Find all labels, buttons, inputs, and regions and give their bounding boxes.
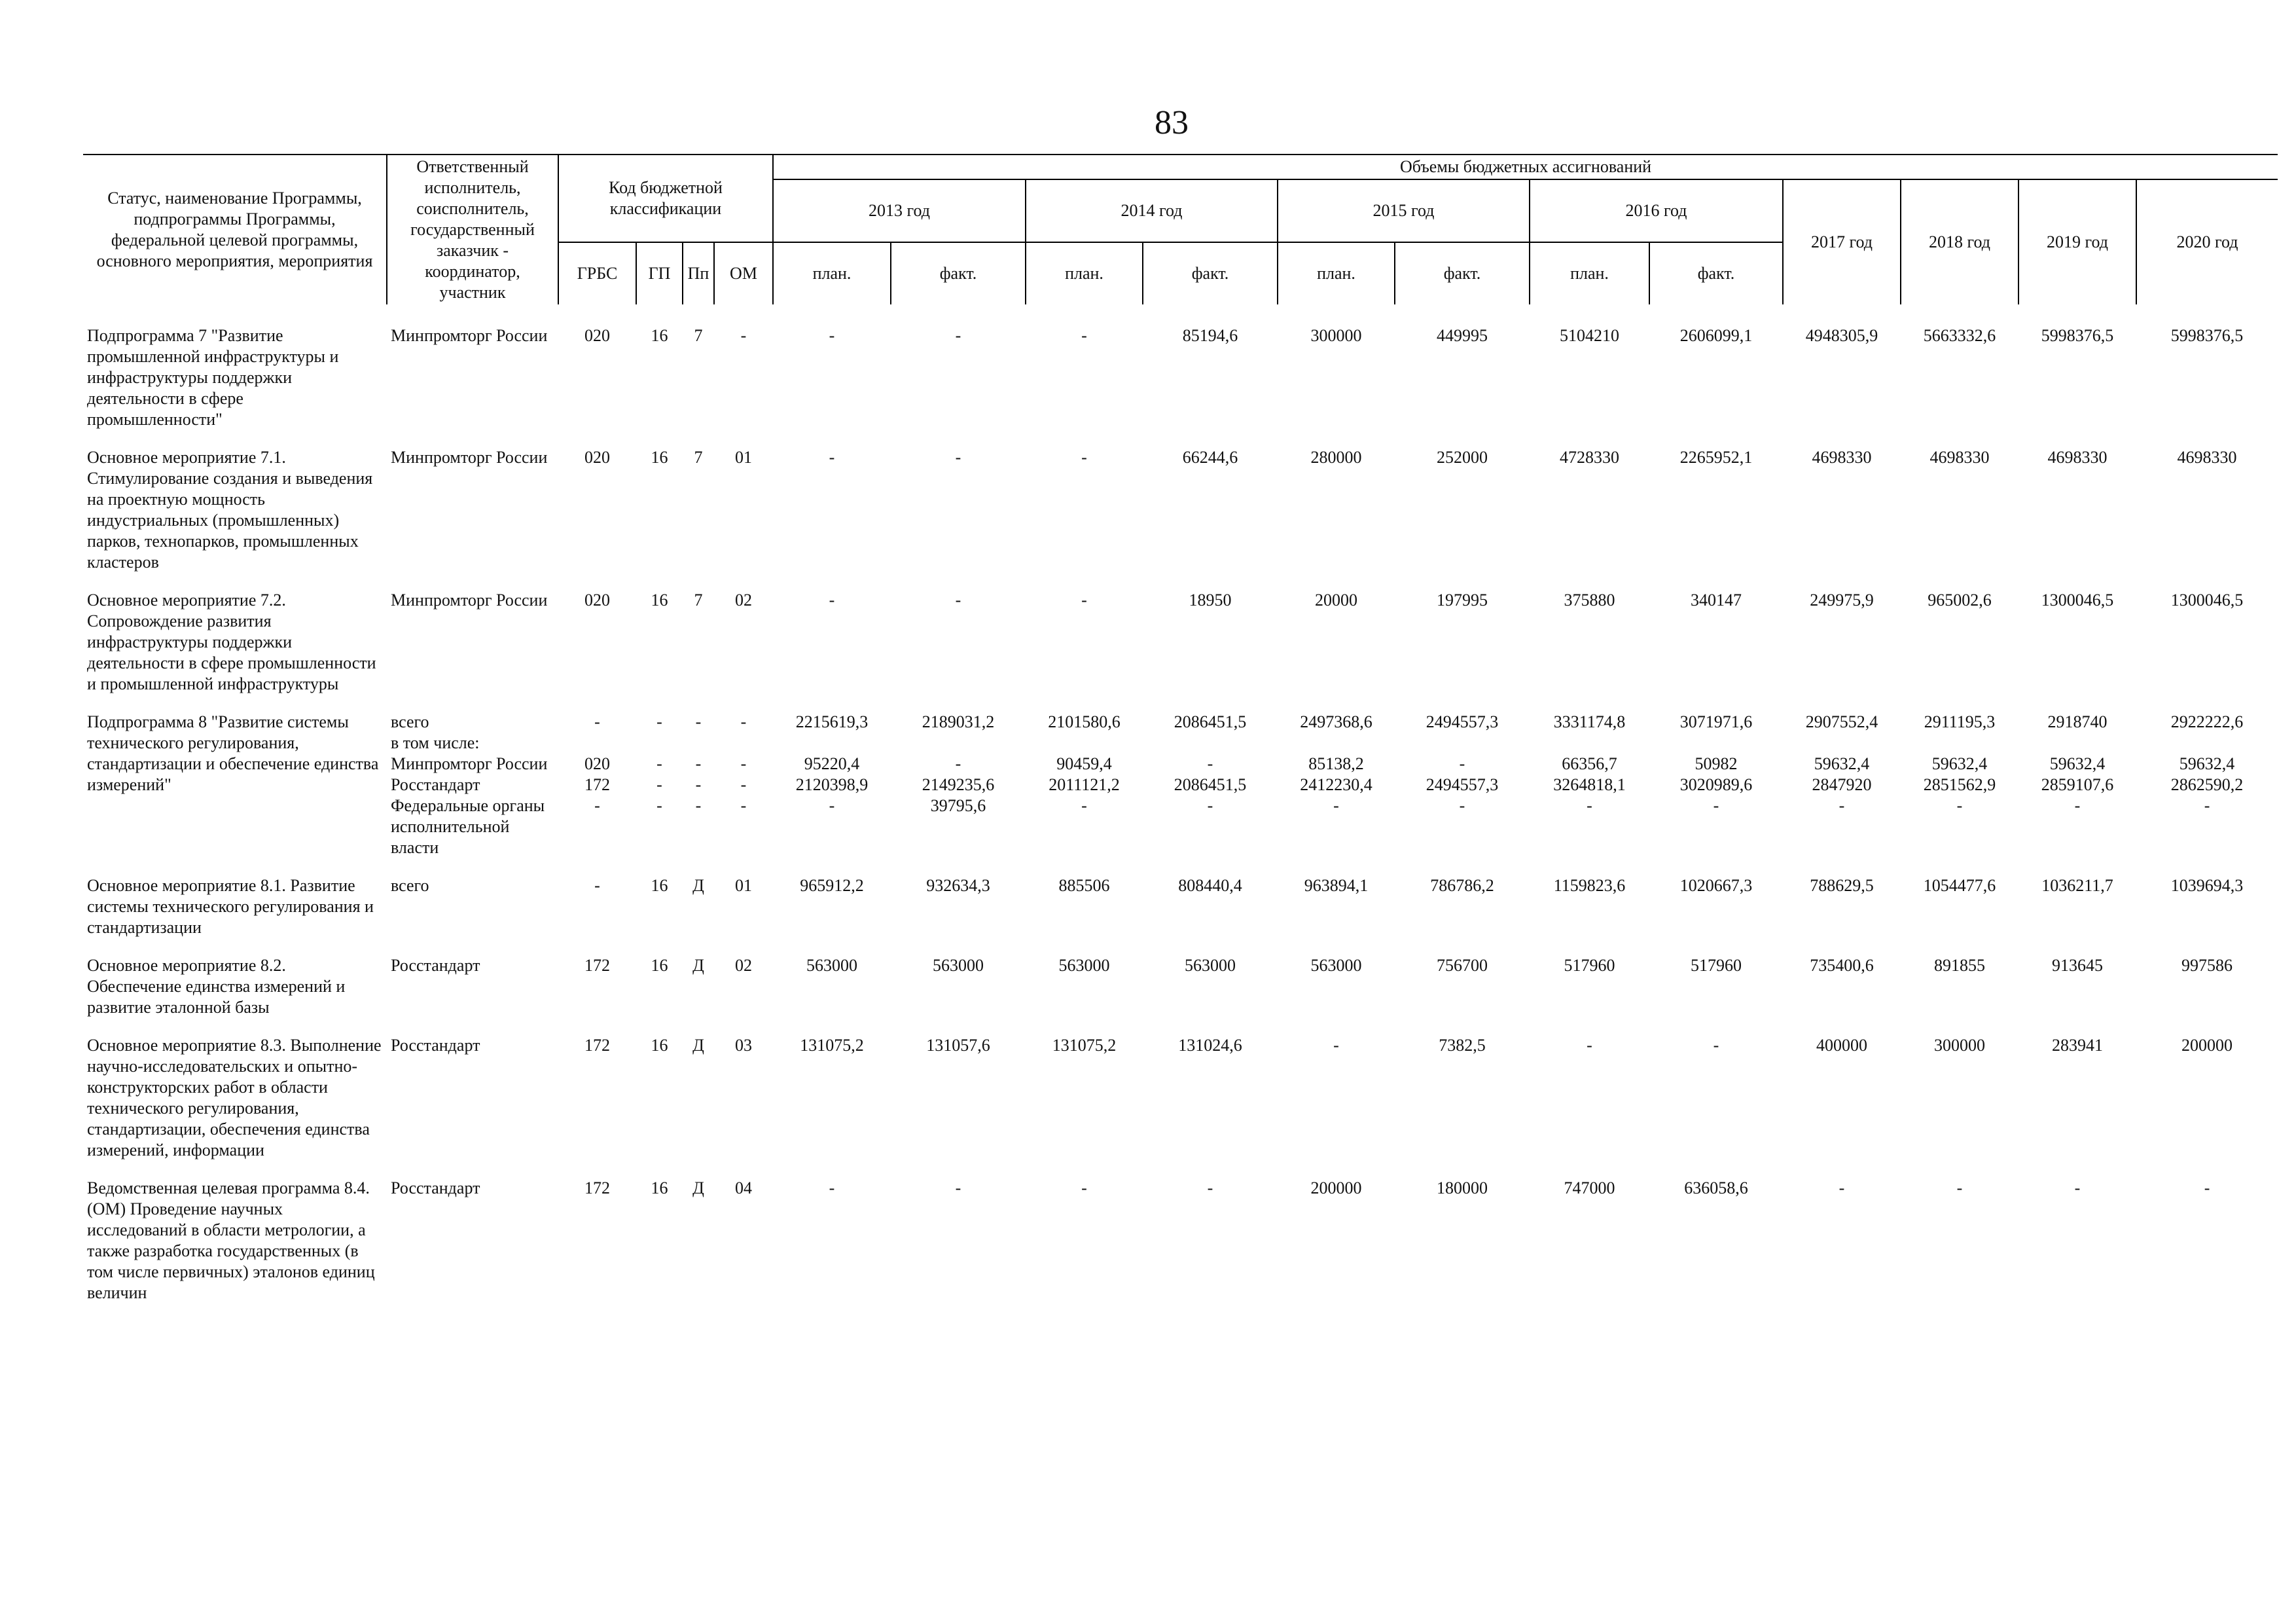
row-value: 3264818,1 <box>1553 775 1626 794</box>
row-executor: Минпромторг России <box>391 326 548 345</box>
row-value: 747000 <box>1564 1178 1615 1197</box>
header-year-2015: 2015 год <box>1278 179 1530 242</box>
row-value: 200000 <box>2181 1036 2233 1055</box>
row-value: 563000 <box>806 956 857 975</box>
row-value: - <box>955 326 961 345</box>
header-plan-2013: план. <box>773 242 891 304</box>
table-row <box>83 1035 2278 1178</box>
row-value: 59632,4 <box>2179 754 2235 773</box>
row-om: 03 <box>735 1036 752 1055</box>
row-value: - <box>1459 754 1465 773</box>
row-value: 1300046,5 <box>2041 591 2114 610</box>
row-value: 2149235,6 <box>922 775 995 794</box>
row-name: Основное мероприятие 8.2. Обеспечение единства измерений и развитие эталонной базы <box>87 956 346 1017</box>
header-fact-2016: факт. <box>1649 242 1783 304</box>
row-value: 3071971,6 <box>1679 712 1753 731</box>
row-om <box>714 733 773 754</box>
row-executor: Минпромторг России <box>391 448 548 467</box>
row-gp: 16 <box>651 876 668 895</box>
row-value: 131075,2 <box>1052 1036 1117 1055</box>
row-value: - <box>1081 796 1087 815</box>
row-value: - <box>955 1178 961 1197</box>
row-om: 01 <box>735 448 752 467</box>
header-om: ОМ <box>714 242 773 304</box>
row-executor: Росстандарт <box>391 956 480 975</box>
row-value: - <box>2204 796 2210 815</box>
row-value: 59632,4 <box>2049 754 2106 773</box>
row-gp <box>636 733 683 754</box>
row-grbs: 020 <box>584 591 610 610</box>
row-value: 4698330 <box>2047 448 2108 467</box>
row-value: 131057,6 <box>926 1036 990 1055</box>
header-code-group: Код бюджетной классификации <box>558 155 773 242</box>
row-value: 885506 <box>1058 876 1110 895</box>
row-value: 2606099,1 <box>1679 326 1753 345</box>
row-value: 4698330 <box>2177 448 2237 467</box>
header-grbs: ГРБС <box>558 242 636 304</box>
table-row <box>83 754 2278 775</box>
row-value: 517960 <box>1564 956 1615 975</box>
row-grbs: - <box>594 712 600 731</box>
row-name: Основное мероприятие 7.2. Сопровождение развития инфраструктуры поддержки деятельности в сфере промышленности и промышленной инфраструктуры <box>87 591 376 693</box>
row-value: 636058,6 <box>1684 1178 1748 1197</box>
row-value <box>1143 733 1278 754</box>
row-gp: 16 <box>651 956 668 975</box>
row-value: 2847920 <box>1812 775 1872 794</box>
header-name-col: Статус, наименование Программы, подпрограммы Программы, федеральной целевой программы, основного мероприятия, мероприятия <box>83 155 387 304</box>
row-om: - <box>740 326 747 345</box>
row-grbs: - <box>594 876 600 895</box>
row-value: 1020667,3 <box>1679 876 1753 895</box>
row-value: 2215619,3 <box>795 712 869 731</box>
row-value: - <box>1207 1178 1213 1197</box>
table-row <box>83 304 2278 447</box>
row-name: Подпрограмма 7 "Развитие промышленной инфраструктуры и инфраструктуры поддержки деятельности в сфере промышленности" <box>87 326 339 429</box>
header-volume-group: Объемы бюджетных ассигнований <box>773 155 2278 179</box>
table-row <box>83 795 2278 875</box>
row-grbs: 020 <box>584 754 610 773</box>
row-value: 39795,6 <box>930 796 986 815</box>
row-executor: Росстандарт <box>391 1178 480 1197</box>
row-value: - <box>1081 448 1087 467</box>
row-value: 4698330 <box>1929 448 1990 467</box>
row-value: 2412230,4 <box>1300 775 1372 794</box>
row-grbs: 172 <box>584 775 610 794</box>
row-executor: Росстандарт <box>391 775 480 794</box>
row-value: 280000 <box>1310 448 1362 467</box>
row-value: 300000 <box>1934 1036 1985 1055</box>
row-value: 891855 <box>1934 956 1985 975</box>
row-pp: 7 <box>694 326 703 345</box>
row-pp: 7 <box>694 591 703 610</box>
row-value: - <box>829 796 835 815</box>
row-value: - <box>1956 1178 1963 1197</box>
header-year-2013: 2013 год <box>773 179 1026 242</box>
row-value: 913645 <box>2052 956 2103 975</box>
row-value: 963894,1 <box>1304 876 1369 895</box>
row-gp: - <box>656 796 662 815</box>
row-value: 808440,4 <box>1178 876 1242 895</box>
row-value: 18950 <box>1189 591 1232 610</box>
row-value: - <box>955 591 961 610</box>
row-grbs: 172 <box>584 1178 610 1197</box>
row-name: Основное мероприятие 8.3. Выполнение научно-исследовательских и опытно-конструкторских работ в области технического регулирования, стандартизации, обеспечения единства измерений, информации <box>87 1036 382 1159</box>
row-value <box>1278 733 1395 754</box>
row-value: 2911195,3 <box>1924 712 1996 731</box>
row-value: - <box>829 591 835 610</box>
row-value: 66244,6 <box>1182 448 1238 467</box>
row-om: - <box>740 712 747 731</box>
row-value: 59632,4 <box>1931 754 1988 773</box>
row-value: 59632,4 <box>1814 754 1870 773</box>
row-value: 400000 <box>1816 1036 1867 1055</box>
row-executor: Федеральные органы исполнительной власти <box>391 796 545 857</box>
row-value: 786786,2 <box>1430 876 1494 895</box>
row-value: 3020989,6 <box>1679 775 1753 794</box>
row-grbs: 172 <box>584 1036 610 1055</box>
row-value: 1300046,5 <box>2170 591 2244 610</box>
row-value: 340147 <box>1691 591 1742 610</box>
row-executor: всего <box>391 712 429 731</box>
row-value: - <box>1713 1036 1719 1055</box>
row-value <box>1395 733 1530 754</box>
row-pp: Д <box>692 1178 704 1197</box>
row-grbs <box>558 733 636 754</box>
row-om: 02 <box>735 591 752 610</box>
header-gp: ГП <box>636 242 683 304</box>
row-grbs: 020 <box>584 448 610 467</box>
row-value: 85138,2 <box>1308 754 1364 773</box>
row-value: 200000 <box>1310 1178 1362 1197</box>
row-value: - <box>1081 326 1087 345</box>
row-gp: 16 <box>651 1036 668 1055</box>
row-value: 2265952,1 <box>1679 448 1753 467</box>
row-pp: 7 <box>694 448 703 467</box>
row-value: 375880 <box>1564 591 1615 610</box>
row-value: 7382,5 <box>1439 1036 1486 1055</box>
row-value: - <box>1713 796 1719 815</box>
row-executor: в том числе: <box>391 733 480 752</box>
row-value: - <box>1207 796 1213 815</box>
row-value: - <box>829 1178 835 1197</box>
header-year-2014: 2014 год <box>1026 179 1278 242</box>
row-value: 2494557,3 <box>1426 712 1499 731</box>
row-value: 788629,5 <box>1810 876 1874 895</box>
table-header <box>83 155 2278 304</box>
row-pp: - <box>695 754 702 773</box>
row-value: - <box>1207 754 1213 773</box>
row-value: - <box>1333 796 1339 815</box>
row-value <box>773 733 891 754</box>
row-value: - <box>1081 591 1087 610</box>
row-value: 932634,3 <box>926 876 990 895</box>
row-gp: 16 <box>651 1178 668 1197</box>
row-value: 2497368,6 <box>1300 712 1372 731</box>
row-gp: - <box>656 754 662 773</box>
row-executor: Минпромторг России <box>391 591 548 610</box>
row-value: - <box>1587 796 1592 815</box>
row-pp: Д <box>692 956 704 975</box>
row-value: 85194,6 <box>1182 326 1238 345</box>
row-value: 252000 <box>1437 448 1488 467</box>
header-fact-2014: факт. <box>1143 242 1278 304</box>
row-value <box>2136 733 2278 754</box>
row-gp: - <box>656 775 662 794</box>
row-value: - <box>955 754 961 773</box>
table-body <box>83 304 2278 1304</box>
row-om: 02 <box>735 956 752 975</box>
row-gp: - <box>656 712 662 731</box>
budget-table <box>83 154 2278 1304</box>
row-pp <box>683 733 714 754</box>
row-value: 563000 <box>1185 956 1236 975</box>
header-fact-2013: факт. <box>891 242 1026 304</box>
row-gp: 16 <box>651 326 668 345</box>
row-executor: Росстандарт <box>391 1036 480 1055</box>
row-value: 131075,2 <box>800 1036 864 1055</box>
row-value: - <box>829 448 835 467</box>
row-value: 997586 <box>2181 956 2233 975</box>
row-value <box>1783 733 1901 754</box>
row-value <box>1530 733 1649 754</box>
row-executor: всего <box>391 876 429 895</box>
table-row <box>83 955 2278 1035</box>
header-plan-2014: план. <box>1026 242 1143 304</box>
row-value: 249975,9 <box>1810 591 1874 610</box>
row-value: 95220,4 <box>804 754 860 773</box>
row-value <box>1901 733 2018 754</box>
row-value: 4728330 <box>1560 448 1619 467</box>
row-value: 2101580,6 <box>1048 712 1121 731</box>
row-om: - <box>740 796 747 815</box>
row-value: 3331174,8 <box>1553 712 1626 731</box>
row-value: - <box>2074 1178 2081 1197</box>
header-year-2020: 2020 год <box>2176 232 2238 251</box>
row-value: 965912,2 <box>800 876 864 895</box>
row-value: 50982 <box>1695 754 1738 773</box>
row-value: 5663332,6 <box>1923 326 1996 345</box>
row-value: 1159823,6 <box>1553 876 1626 895</box>
row-pp: Д <box>692 876 704 895</box>
row-executor: Минпромторг России <box>391 754 548 773</box>
row-om: - <box>740 775 747 794</box>
row-value: 90459,4 <box>1056 754 1112 773</box>
header-exec-col: Ответственный исполнитель, соисполнитель, государственный заказчик - координатор, участник <box>387 155 558 304</box>
row-pp: - <box>695 712 702 731</box>
row-gp: 16 <box>651 591 668 610</box>
row-pp: - <box>695 775 702 794</box>
row-value: 563000 <box>1058 956 1110 975</box>
row-value: 965002,6 <box>1928 591 1992 610</box>
row-value: - <box>1333 1036 1339 1055</box>
table-row <box>83 775 2278 795</box>
table-row <box>83 1178 2278 1304</box>
row-value: - <box>2074 796 2081 815</box>
row-value <box>1649 733 1783 754</box>
row-value: 5998376,5 <box>2170 326 2244 345</box>
row-value: - <box>1587 1036 1592 1055</box>
row-value: - <box>955 448 961 467</box>
row-value: 1039694,3 <box>2170 876 2244 895</box>
row-value: 2086451,5 <box>1174 775 1247 794</box>
row-value: 180000 <box>1437 1178 1488 1197</box>
row-value: 4948305,9 <box>1805 326 1878 345</box>
row-value: 2922222,6 <box>2170 712 2244 731</box>
row-value: 300000 <box>1310 326 1362 345</box>
header-plan-2015: план. <box>1278 242 1395 304</box>
row-value: 1054477,6 <box>1923 876 1996 895</box>
row-value <box>2018 733 2136 754</box>
row-value: 5104210 <box>1560 326 1619 345</box>
row-name: Основное мероприятие 8.1. Развитие системы технического регулирования и стандартизации <box>87 876 374 937</box>
row-value: 517960 <box>1691 956 1742 975</box>
row-name: Подпрограмма 8 "Развитие системы технического регулирования, стандартизации и обеспечение единства измерений" <box>87 712 379 794</box>
row-grbs: - <box>594 796 600 815</box>
row-pp: Д <box>692 1036 704 1055</box>
row-value: - <box>1459 796 1465 815</box>
header-pp: Пп <box>683 242 714 304</box>
row-value: 2494557,3 <box>1426 775 1499 794</box>
table-row <box>83 447 2278 590</box>
row-value: - <box>829 326 835 345</box>
row-pp: - <box>695 796 702 815</box>
row-value: 2086451,5 <box>1174 712 1247 731</box>
header-fact-2015: факт. <box>1395 242 1530 304</box>
row-value: 2918740 <box>2047 712 2108 731</box>
row-value: - <box>1081 1178 1087 1197</box>
header-plan-2016: план. <box>1530 242 1649 304</box>
row-value: 2011121,2 <box>1049 775 1120 794</box>
header-year-2019: 2019 год <box>2018 179 2136 304</box>
table-row <box>83 875 2278 955</box>
row-value: 563000 <box>1310 956 1362 975</box>
header-year-2016: 2016 год <box>1530 179 1783 242</box>
row-value <box>891 733 1026 754</box>
row-value: 449995 <box>1437 326 1488 345</box>
row-grbs: 172 <box>584 956 610 975</box>
row-value: 2907552,4 <box>1805 712 1878 731</box>
row-value: 2851562,9 <box>1923 775 1996 794</box>
row-value: - <box>1956 796 1963 815</box>
page-number: 83 <box>1155 104 1189 141</box>
row-value: 20000 <box>1315 591 1357 610</box>
row-value: 735400,6 <box>1810 956 1874 975</box>
row-grbs: 020 <box>584 326 610 345</box>
row-value: 131024,6 <box>1178 1036 1242 1055</box>
row-value: 283941 <box>2052 1036 2103 1055</box>
row-value: 563000 <box>933 956 984 975</box>
row-value: - <box>1839 796 1845 815</box>
row-value: 2189031,2 <box>922 712 995 731</box>
row-value: 4698330 <box>1812 448 1872 467</box>
row-value: - <box>2204 1178 2210 1197</box>
row-om: - <box>740 754 747 773</box>
row-value: 756700 <box>1437 956 1488 975</box>
row-value: 2859107,6 <box>2041 775 2114 794</box>
row-value: 197995 <box>1437 591 1488 610</box>
row-value: 5998376,5 <box>2041 326 2114 345</box>
row-value: 2120398,9 <box>795 775 869 794</box>
table-row <box>83 590 2278 712</box>
header-year-2017: 2017 год <box>1783 179 1901 304</box>
row-om: 04 <box>735 1178 752 1197</box>
row-value <box>1026 733 1143 754</box>
row-gp: 16 <box>651 448 668 467</box>
row-value: 1036211,7 <box>2041 876 2113 895</box>
table-row <box>83 733 2278 754</box>
row-value: 66356,7 <box>1562 754 1617 773</box>
row-name: Ведомственная целевая программа 8.4. (ОМ) Проведение научных исследований в области метрологии, а также разработка государственных (в том числе первичных) эталонов единиц величин <box>87 1178 375 1302</box>
row-value: 2862590,2 <box>2170 775 2244 794</box>
table-row <box>83 712 2278 733</box>
row-value: - <box>1839 1178 1845 1197</box>
row-om: 01 <box>735 876 752 895</box>
row-name: Основное мероприятие 7.1. Стимулирование создания и выведения на проектную мощность индустриальных (промышленных) парков, технопарков, промышленных кластеров <box>87 448 373 572</box>
header-year-2018: 2018 год <box>1901 179 2018 304</box>
